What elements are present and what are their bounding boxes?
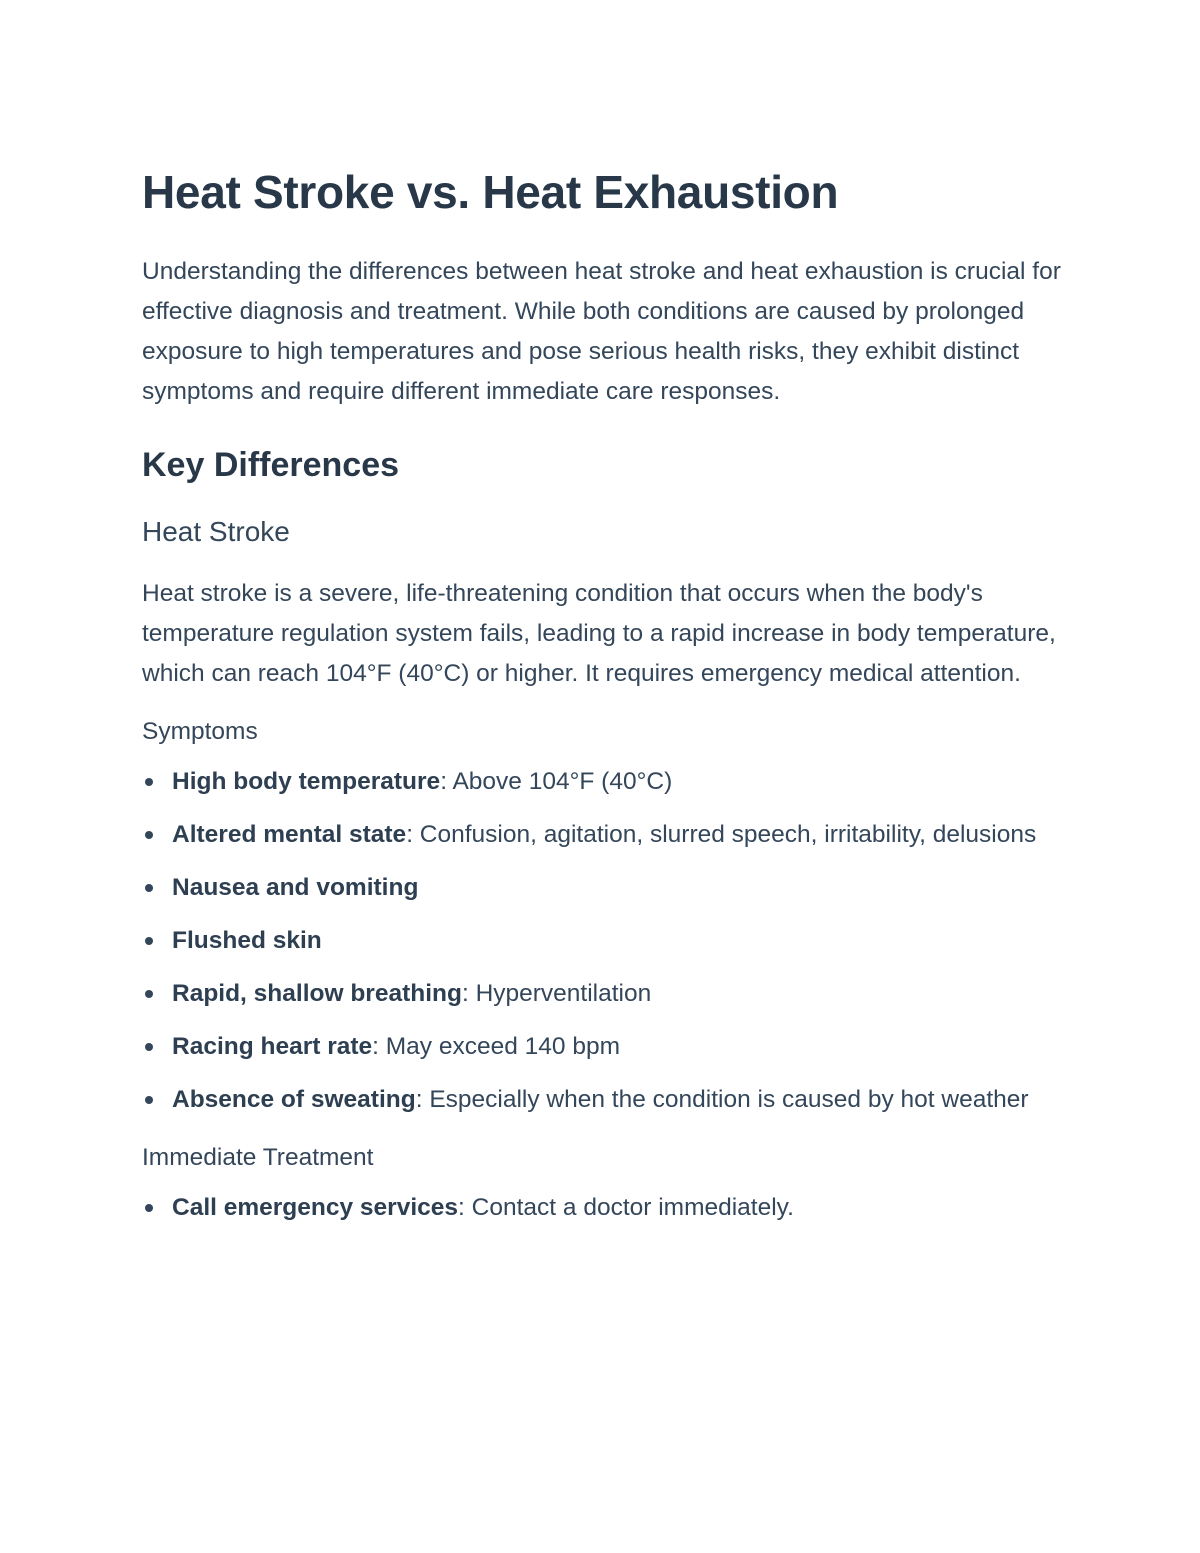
list-item-detail: : Especially when the condition is caused by hot weather (415, 1086, 1029, 1113)
intro-paragraph: Understanding the differences between heat stroke and heat exhaustion is crucial for effective diagnosis and treatment. While both conditions are caused by prolonged exposure to high temperatures and pose serious health risks, they exhibit distinct symptoms and require different immediate care responses. (142, 258, 1061, 405)
list-item-detail: : Above 104°F (40°C) (440, 768, 673, 795)
list-item-detail: : Contact a doctor immediately. (458, 1194, 794, 1221)
symptoms-list (142, 762, 1072, 1120)
list-item-term: Flushed skin (172, 927, 322, 954)
bullet-icon (145, 1043, 153, 1051)
page-title: Heat Stroke vs. Heat Exhaustion (142, 166, 839, 218)
bullet-icon (145, 990, 153, 998)
bullet-icon (145, 884, 153, 892)
list-item-detail: : May exceed 140 bpm (372, 1033, 621, 1060)
symptoms-heading: Symptoms (142, 718, 258, 745)
list-item (142, 815, 1072, 855)
list-item-term: Altered mental state (172, 821, 407, 848)
bullet-icon (145, 831, 153, 839)
bullet-icon (145, 1096, 153, 1104)
heat-stroke-heading: Heat Stroke (142, 516, 290, 547)
heat-stroke-description: Heat stroke is a severe, life-threatening condition that occurs when the body's temperature regulation system fails, leading to a rapid increase in body temperature, which can reach 104°F (40°C) or higher. It requires emergency medical attention. (142, 580, 1056, 687)
list-item (142, 1027, 1072, 1067)
bullet-icon (145, 1204, 153, 1212)
list-item-term: Call emergency services (172, 1194, 459, 1221)
list-item-detail: : Hyperventilation (461, 980, 652, 1007)
bullet-icon (145, 937, 153, 945)
document-page (142, 160, 1072, 1241)
list-item (142, 868, 1072, 908)
key-differences-heading: Key Differences (142, 446, 400, 484)
list-item-term: High body temperature (172, 768, 441, 795)
list-item (142, 1188, 1072, 1228)
list-item (142, 974, 1072, 1014)
list-item-term: Rapid, shallow breathing (172, 980, 462, 1007)
treatment-heading: Immediate Treatment (142, 1144, 374, 1171)
list-item (142, 1080, 1072, 1120)
list-item (142, 762, 1072, 802)
list-item-term: Racing heart rate (172, 1033, 373, 1060)
bullet-icon (145, 778, 153, 786)
list-item-term: Nausea and vomiting (172, 874, 419, 901)
treatment-list (142, 1188, 1072, 1228)
list-item (142, 921, 1072, 961)
list-item-detail: : Confusion, agitation, slurred speech, irritability, delusions (406, 821, 1037, 848)
list-item-term: Absence of sweating (172, 1086, 416, 1113)
